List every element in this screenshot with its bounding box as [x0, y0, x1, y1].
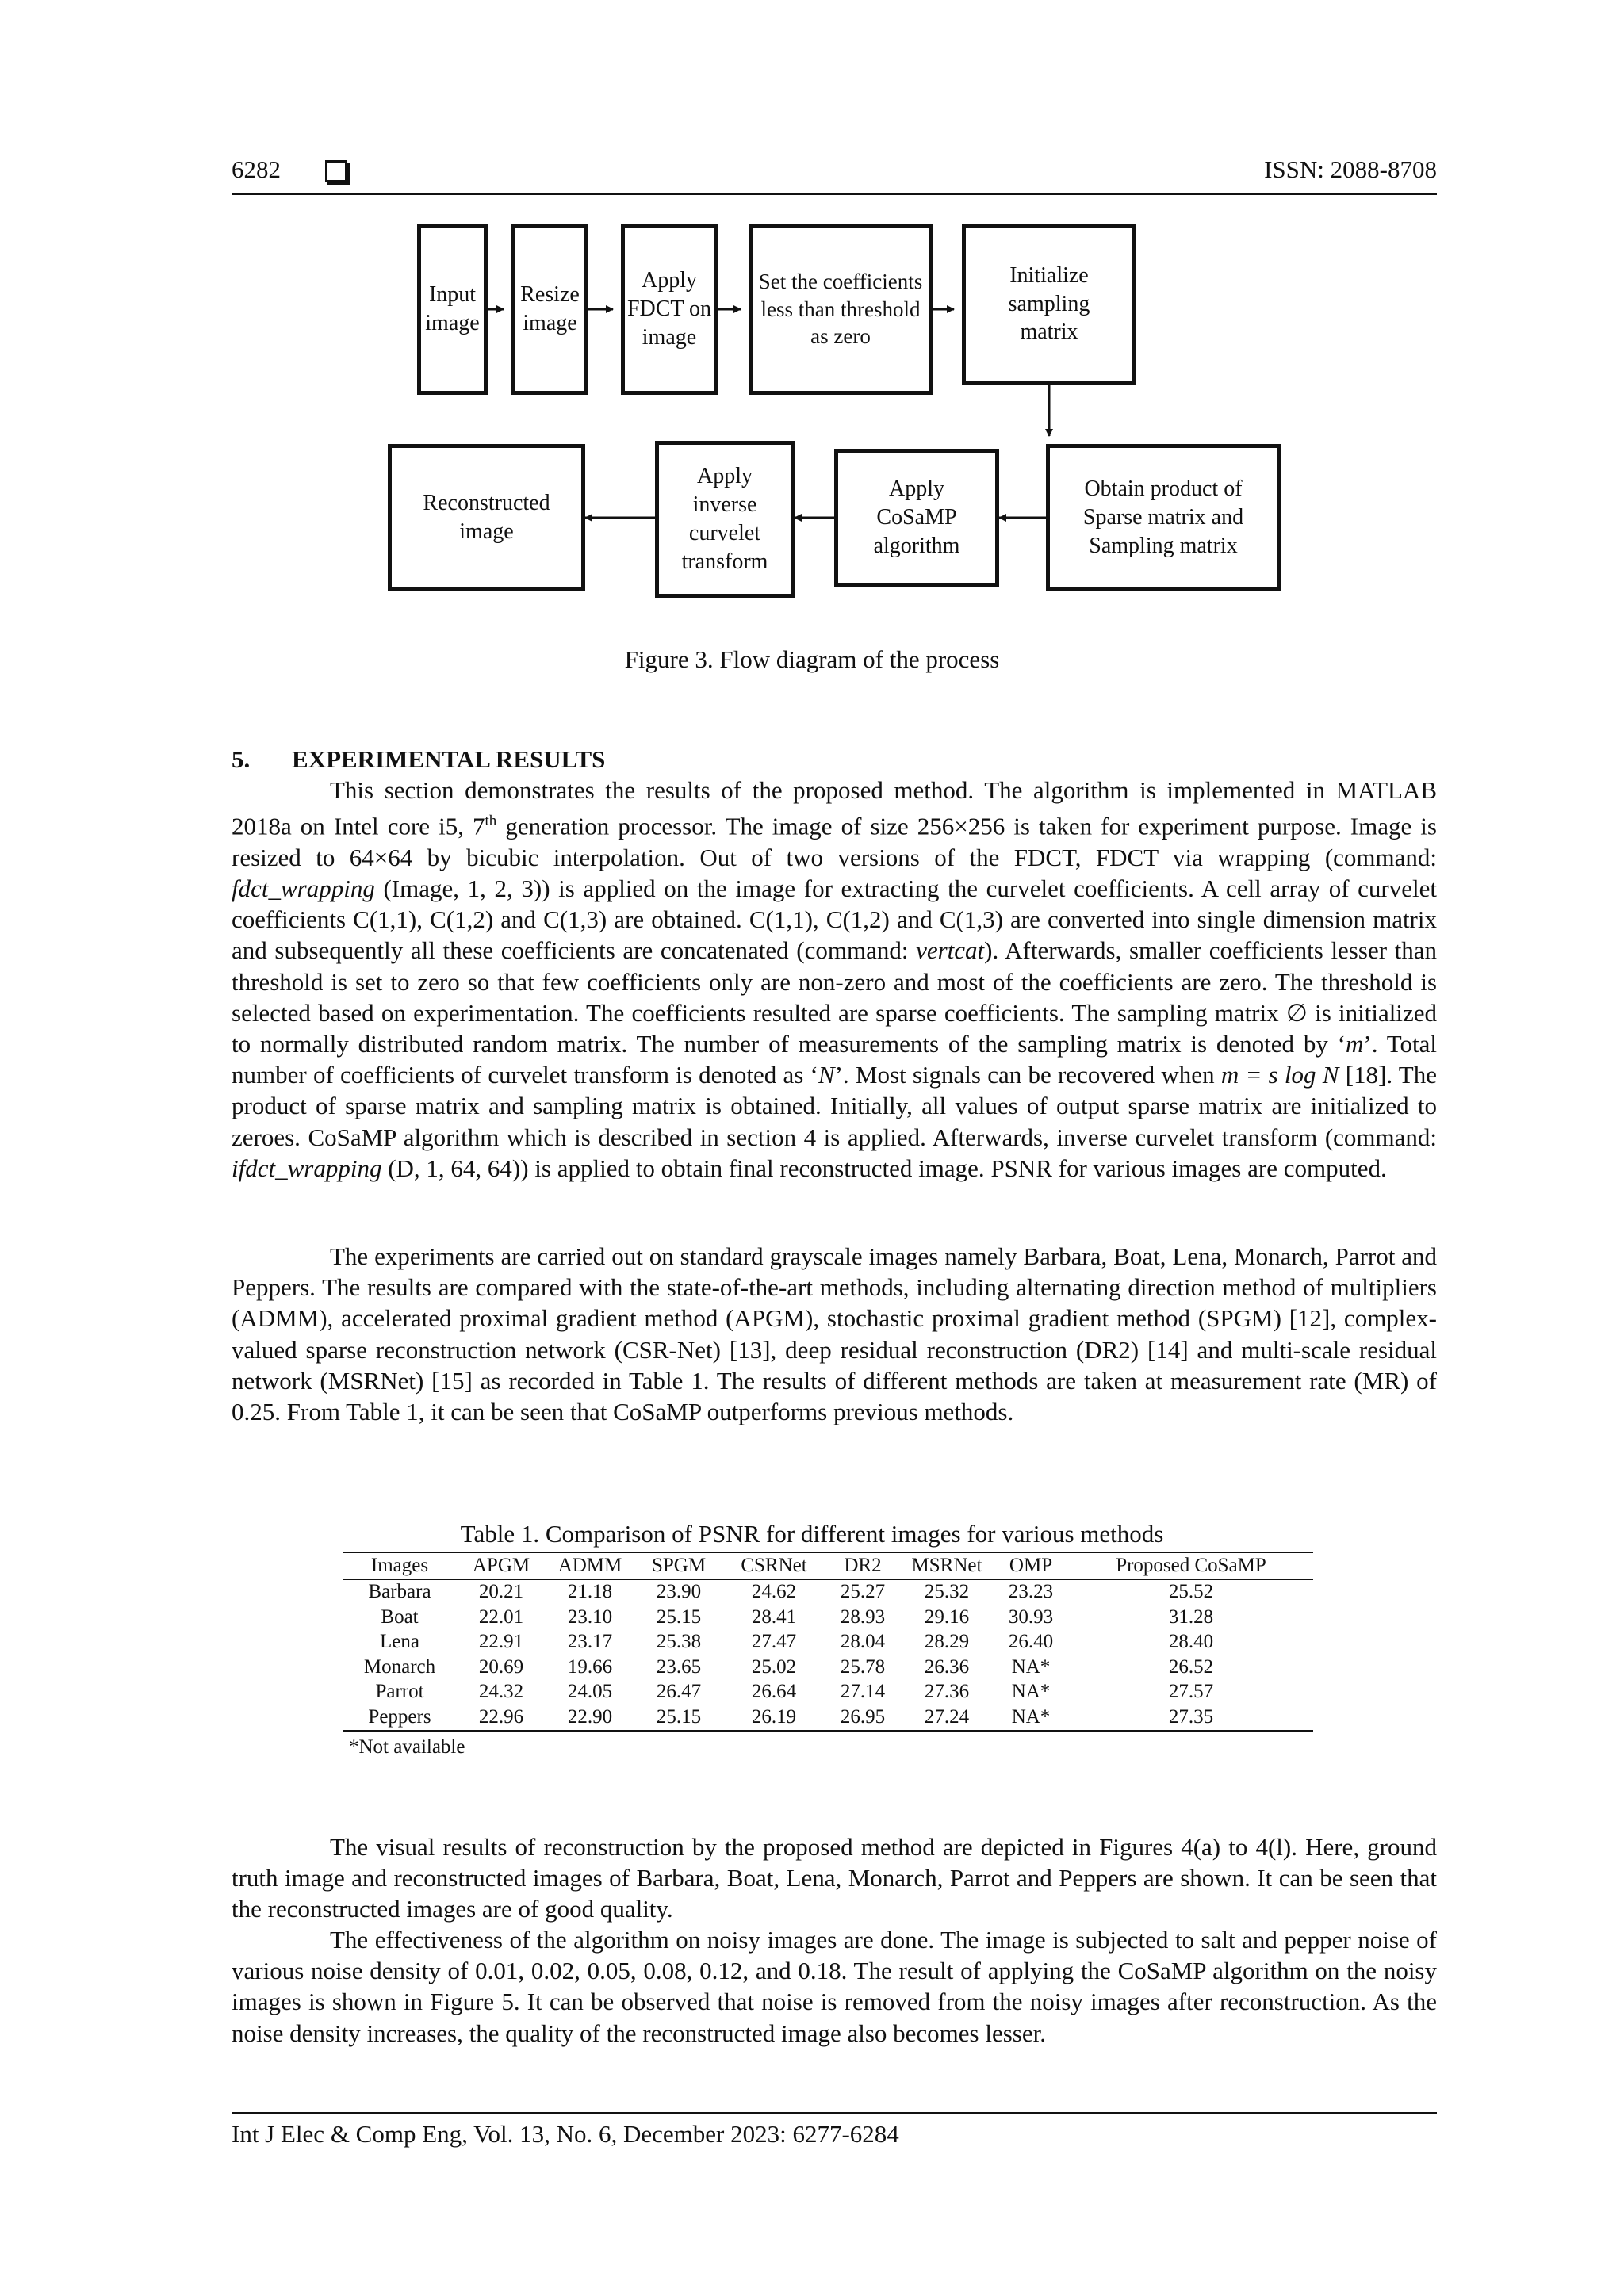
footer-rule	[232, 2112, 1437, 2114]
table-cell: 20.21	[478, 1581, 524, 1603]
node-obtain-product: Obtain product of Sparse matrix and Sampling matrix	[1046, 444, 1281, 591]
table-row	[343, 1630, 1313, 1655]
node-resize-image: Resize image	[511, 224, 588, 395]
table-row	[343, 1705, 1313, 1731]
table-cell: 26.36	[924, 1655, 970, 1678]
table-cell: 23.23	[1008, 1581, 1054, 1603]
node-input-image: Input image	[417, 224, 488, 395]
table-cell: 25.02	[751, 1655, 797, 1678]
table-row	[343, 1605, 1313, 1630]
table-cell: 25.52	[1168, 1581, 1214, 1603]
psnr-table-wrapper	[343, 1552, 1313, 1732]
table-cell: 25.32	[924, 1581, 970, 1603]
table-caption: Table 1. Comparison of PSNR for different images for various methods	[460, 1520, 1164, 1548]
page-number: 6282	[232, 155, 281, 183]
table-cell: 23.10	[567, 1605, 613, 1628]
table-cell: 22.90	[546, 1705, 634, 1731]
table-cell: 26.64	[751, 1681, 797, 1703]
table-cell: 27.24	[901, 1705, 993, 1731]
section-heading	[232, 745, 605, 774]
node-threshold-coefficients: Set the coefficients less than threshold as zero	[749, 224, 933, 395]
table-cell: 26.52	[1168, 1655, 1214, 1678]
table-cell: 24.62	[751, 1581, 797, 1603]
section-number: 5.	[232, 745, 251, 773]
node-inverse-curvelet: Apply inverse curvelet transform	[655, 441, 795, 598]
paragraph-noise: The effectiveness of the algorithm on noisy images are done. The image is subjected to salt and pepper noise of various noise density of 0.01, 0.02, 0.05, 0.08, 0.12, and 0.18. The result of applying the CoSaMP algorithm on the noisy images is shown in Figure 5. It can be observed that noise is removed from the noisy images after reconstruction. As the noise density increases, the quality of the reconstructed image also becomes lesser.	[232, 1926, 1437, 2047]
figure-caption: Figure 3. Flow diagram of the process	[624, 645, 1000, 673]
table-row	[343, 1655, 1313, 1680]
column-header: CSRNet	[723, 1552, 825, 1579]
table-cell: 21.18	[567, 1581, 613, 1603]
table-cell: Boat	[381, 1605, 419, 1628]
node-apply-fdct: Apply FDCT on image	[621, 224, 718, 395]
column-header: APGM	[457, 1552, 546, 1579]
paragraph-visual-results: The visual results of reconstruction by the proposed method are depicted in Figures 4(a) to 4(l). Here, ground truth image and reconstructed images of Barbara, Boat, Lena, Monarch, Parrot and Peppers are shown. It can be seen that the reconstructed images are of good quality.	[232, 1833, 1437, 1923]
table-cell: 27.57	[1168, 1681, 1214, 1703]
table-cell: 27.14	[840, 1681, 886, 1703]
table-cell: Lena	[380, 1631, 419, 1653]
table-cell: 26.19	[723, 1705, 825, 1731]
square-bullet-icon	[325, 160, 347, 182]
table-cell: 22.91	[478, 1631, 524, 1653]
table-cell: 28.04	[840, 1631, 886, 1653]
node-apply-cosamp: Apply CoSaMP algorithm	[834, 449, 999, 587]
table-footnote: *Not available	[349, 1736, 465, 1758]
table-cell: 30.93	[1008, 1605, 1054, 1628]
table-cell: 29.16	[924, 1605, 970, 1628]
table-cell: 31.28	[1168, 1605, 1214, 1628]
table-cell: 26.47	[656, 1681, 702, 1703]
table-cell: 25.38	[656, 1631, 702, 1653]
column-header: ADMM	[546, 1552, 634, 1579]
paragraph-method: This section demonstrates the results of the proposed method. The algorithm is implemented in MATLAB 2018a on Intel core i5, 7th generation processor. The image of size 256×256 is taken for experiment purpose. Image is resized to 64×64 by bicubic interpolation. Out of two versions of the FDCT, FDCT via wrapping (command: fdct_wrapping (Image, 1, 2, 3)) is applied on the image for extracting the curvelet coefficients. A cell array of curvelet coefficients C(1,1), C(1,2) and C(1,3) are obtained. C(1,1), C(1,2) and C(1,3) are converted into single dimension matrix and subsequently all these coefficients are concatenated (command: vertcat). Afterwards, smaller coefficients lesser than threshold is set to zero so that few coefficients only are non-zero and most of the coefficients are zero. The threshold is selected based on experimentation. The coefficients resulted are sparse coefficients. The sampling matrix ∅ is initialized to normally distributed random matrix. The number of measurements of the sampling matrix is denoted by ‘m’. Total number of coefficients of curvelet transform is denoted as ‘N’. Most signals can be recovered when m = s log N [18]. The product of sparse matrix and sampling matrix is obtained. Initially, all values of output sparse matrix are initialized to zeroes. CoSaMP algorithm which is described in section 4 is applied. Afterwards, inverse curvelet transform (command: ifdct_wrapping (D, 1, 64, 64)) is applied to obtain final reconstructed image. PSNR for various images are computed.	[232, 776, 1438, 1182]
table-cell: Parrot	[375, 1681, 424, 1703]
psnr-table	[343, 1552, 1313, 1732]
node-initialize-sampling: Initialize sampling matrix	[962, 224, 1136, 385]
column-header: Images	[343, 1552, 457, 1579]
node-reconstructed-image: Reconstructed image	[388, 444, 585, 591]
table-cell: 27.36	[924, 1681, 970, 1703]
table-cell: 19.66	[567, 1655, 613, 1678]
column-header: DR2	[825, 1552, 901, 1579]
table-cell: 23.17	[567, 1631, 613, 1653]
table-cell: 25.27	[840, 1581, 886, 1603]
column-header: MSRNet	[901, 1552, 993, 1579]
table-cell: 28.41	[751, 1605, 797, 1628]
table-cell: 25.78	[840, 1655, 886, 1678]
header-rule	[232, 193, 1437, 195]
table-cell: 25.15	[634, 1705, 723, 1731]
table-cell: 26.40	[1008, 1631, 1054, 1653]
table-cell: 28.29	[924, 1631, 970, 1653]
table-cell: 25.15	[656, 1605, 702, 1628]
table-cell: 24.32	[478, 1681, 524, 1703]
table-cell: 23.65	[656, 1655, 702, 1678]
page-header	[232, 155, 1437, 193]
table-cell: 27.47	[751, 1631, 797, 1653]
table-row	[343, 1680, 1313, 1705]
table-cell: 23.90	[656, 1581, 702, 1603]
table-cell: NA*	[1011, 1681, 1051, 1703]
column-header: SPGM	[634, 1552, 723, 1579]
footer-citation: Int J Elec & Comp Eng, Vol. 13, No. 6, December 2023: 6277-6284	[232, 2120, 899, 2148]
table-cell: Monarch	[363, 1655, 436, 1678]
table-cell: Peppers	[343, 1705, 457, 1731]
table-cell: 28.93	[840, 1605, 886, 1628]
issn-label: ISSN: 2088-8708	[1264, 155, 1437, 183]
flow-diagram	[349, 214, 1300, 626]
paragraph-comparison: The experiments are carried out on standard grayscale images namely Barbara, Boat, Lena, Monarch, Parrot and Peppers. The results are compared with the state-of-the-art methods, including alternating direction method of multipliers (ADMM), accelerated proximal gradient method (APGM), stochastic proximal gradient method (SPGM) [12], complex-valued sparse reconstruction network (CSR-Net) [13], deep residual reconstruction (DR2) [14] and multi-scale residual network (MSRNet) [15] as recorded in Table 1. The results of different methods are taken at measurement rate (MR) of 0.25. From Table 1, it can be seen that CoSaMP outperforms previous methods.	[232, 1242, 1437, 1426]
table-header-row	[343, 1552, 1313, 1579]
table-cell: 24.05	[567, 1681, 613, 1703]
table-cell: 26.95	[825, 1705, 901, 1731]
table-cell: 28.40	[1168, 1631, 1214, 1653]
table-cell: NA*	[1011, 1655, 1051, 1678]
column-header: Proposed CoSaMP	[1069, 1552, 1313, 1579]
table-cell: 20.69	[478, 1655, 524, 1678]
table-cell: 22.96	[457, 1705, 546, 1731]
table-cell: 22.01	[478, 1605, 524, 1628]
table-row	[343, 1579, 1313, 1605]
table-cell: 27.35	[1069, 1705, 1313, 1731]
table-cell: Barbara	[368, 1581, 431, 1603]
section-title: EXPERIMENTAL RESULTS	[292, 745, 606, 773]
table-cell: NA*	[993, 1705, 1069, 1731]
column-header: OMP	[993, 1552, 1069, 1579]
